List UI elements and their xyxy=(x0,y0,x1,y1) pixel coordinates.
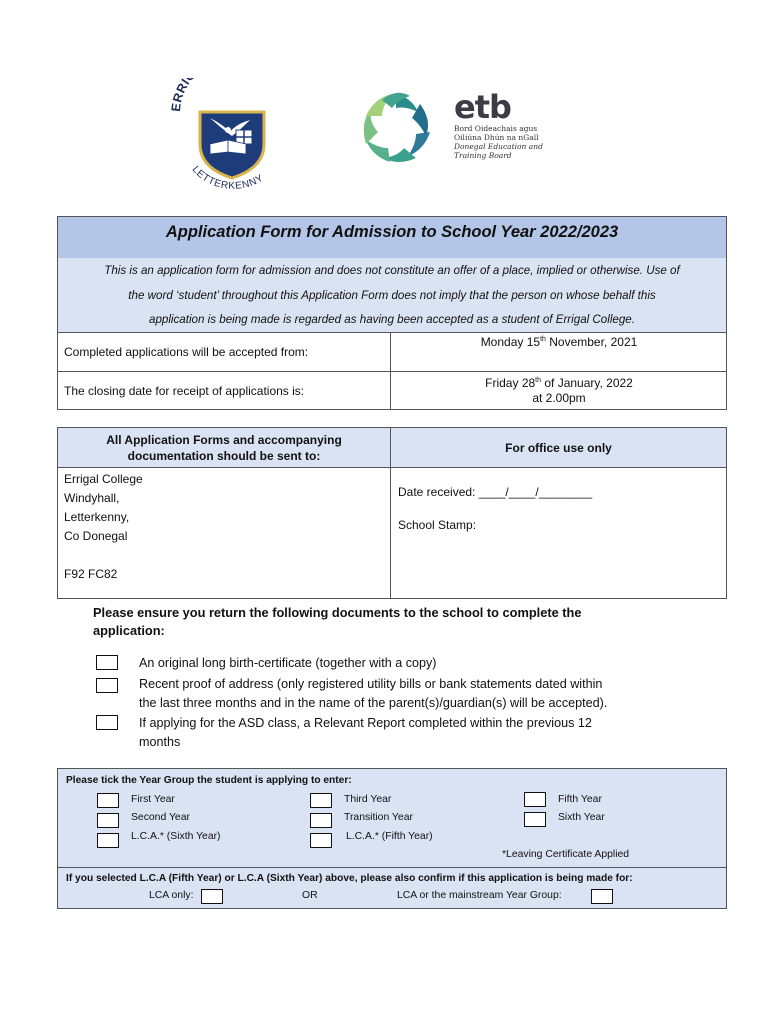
proof-of-address-checkbox[interactable] xyxy=(96,678,118,693)
closing-value: Friday 28th of January, 2022 at 2.00pm xyxy=(391,373,727,406)
lca-sixth-year-label: L.C.A.* (Sixth Year) xyxy=(131,831,221,842)
notice-line-1: This is an application form for admission and does not constitute an offer of a place, implied or otherwise. Use of xyxy=(104,264,680,277)
address-line-5 xyxy=(64,546,143,565)
closing-time: at 2.00pm xyxy=(532,391,586,405)
college-logo-text-top: ERRI xyxy=(170,78,193,113)
address-line-2: Windyhall, xyxy=(64,491,120,505)
etb-line-4: Training Board xyxy=(454,151,512,160)
send-heading: All Application Forms and accompanying documentation should be sent to: xyxy=(106,433,342,463)
title-row xyxy=(58,217,726,259)
lca-mainstream-label: LCA or the mainstream Year Group: xyxy=(397,890,562,901)
lca-fifth-year-checkbox[interactable] xyxy=(310,833,332,848)
doc-item-2: Recent proof of address (only registered utility bills or bank statements dated within the last three months and in the name of the parent(s)/guardian(s) will be accepted). xyxy=(139,677,608,710)
address-line-1: Errigal College xyxy=(64,472,143,486)
second-year-label: Second Year xyxy=(131,812,190,823)
etb-line-3: Donegal Education and xyxy=(454,142,543,151)
svg-text:ERRIGAL COLLEGE xyxy=(170,78,281,112)
transition-year-checkbox[interactable] xyxy=(310,813,332,828)
second-year-checkbox[interactable] xyxy=(97,813,119,828)
documents-heading: Please ensure you return the following documents to the school to complete the application: xyxy=(93,605,582,638)
transition-year-label: Transition Year xyxy=(344,812,413,823)
sixth-year-label: Sixth Year xyxy=(558,812,605,823)
asd-report-checkbox[interactable] xyxy=(96,715,118,730)
doc-item-3: If applying for the ASD class, a Relevant Report completed within the previous 12 months xyxy=(139,716,592,749)
etb-line-2: Oiliúna Dhún na nGall xyxy=(454,133,539,142)
address-line-4: Co Donegal xyxy=(64,529,128,543)
lca-only-label: LCA only: xyxy=(149,890,194,901)
first-year-checkbox[interactable] xyxy=(97,793,119,808)
address-eircode: F92 FC82 xyxy=(64,567,118,581)
notice-line-2: the word ‘student’ throughout this Application Form does not imply that the person on whose behalf this xyxy=(128,288,656,302)
etb-wordmark: etb xyxy=(454,88,511,126)
address-office-table xyxy=(57,427,727,599)
lca-mainstream-checkbox[interactable] xyxy=(591,889,613,904)
fifth-year-label: Fifth Year xyxy=(558,794,602,805)
accept-label: Completed applications will be accepted from: xyxy=(64,345,309,359)
lca-sixth-year-checkbox[interactable] xyxy=(97,833,119,848)
notice-line-3: application is being made is regarded as having been accepted as a student of Errigal College. xyxy=(149,313,635,326)
address-line-3: Letterkenny, xyxy=(64,510,130,524)
notice-row xyxy=(58,258,726,333)
birth-certificate-checkbox[interactable] xyxy=(96,655,118,670)
form-title: Application Form for Admission to School Year 2022/2023 xyxy=(165,223,619,241)
doc-item-1: An original long birth-certificate (together with a copy) xyxy=(139,656,437,670)
school-stamp-field[interactable]: School Stamp: xyxy=(398,518,477,532)
date-received-field[interactable]: Date received: ____/____/________ xyxy=(398,485,593,499)
college-logo-text-bottom: LETTERKENNY xyxy=(189,164,266,190)
fifth-year-checkbox[interactable] xyxy=(524,792,546,807)
school-address xyxy=(64,470,143,584)
notice-text xyxy=(64,259,720,333)
third-year-label: Third Year xyxy=(344,794,392,805)
lca-fifth-year-label: L.C.A.* (Fifth Year) xyxy=(346,831,433,842)
lca-footnote: *Leaving Certificate Applied xyxy=(502,849,630,860)
errigal-college-logo xyxy=(170,78,295,190)
etb-line-1: Bord Oideachais agus xyxy=(454,124,538,133)
accept-value: Monday 15th November, 2021 xyxy=(480,335,638,349)
admission-info-table xyxy=(57,216,727,410)
year-group-heading: Please tick the Year Group the student is applying to enter: xyxy=(66,775,352,786)
closing-label: The closing date for receipt of applications is: xyxy=(64,384,305,398)
lca-only-checkbox[interactable] xyxy=(201,889,223,904)
third-year-checkbox[interactable] xyxy=(310,793,332,808)
first-year-label: First Year xyxy=(131,794,175,805)
lca-confirm-heading: If you selected L.C.A (Fifth Year) or L.C.A (Sixth Year) above, please also confirm if this application is being made for: xyxy=(66,873,633,884)
year-group-divider xyxy=(58,867,726,868)
office-use-heading: For office use only xyxy=(505,441,612,455)
or-label: OR xyxy=(302,890,318,901)
year-group-table xyxy=(57,768,727,909)
etb-logo xyxy=(354,88,554,168)
sixth-year-checkbox[interactable] xyxy=(524,812,546,827)
